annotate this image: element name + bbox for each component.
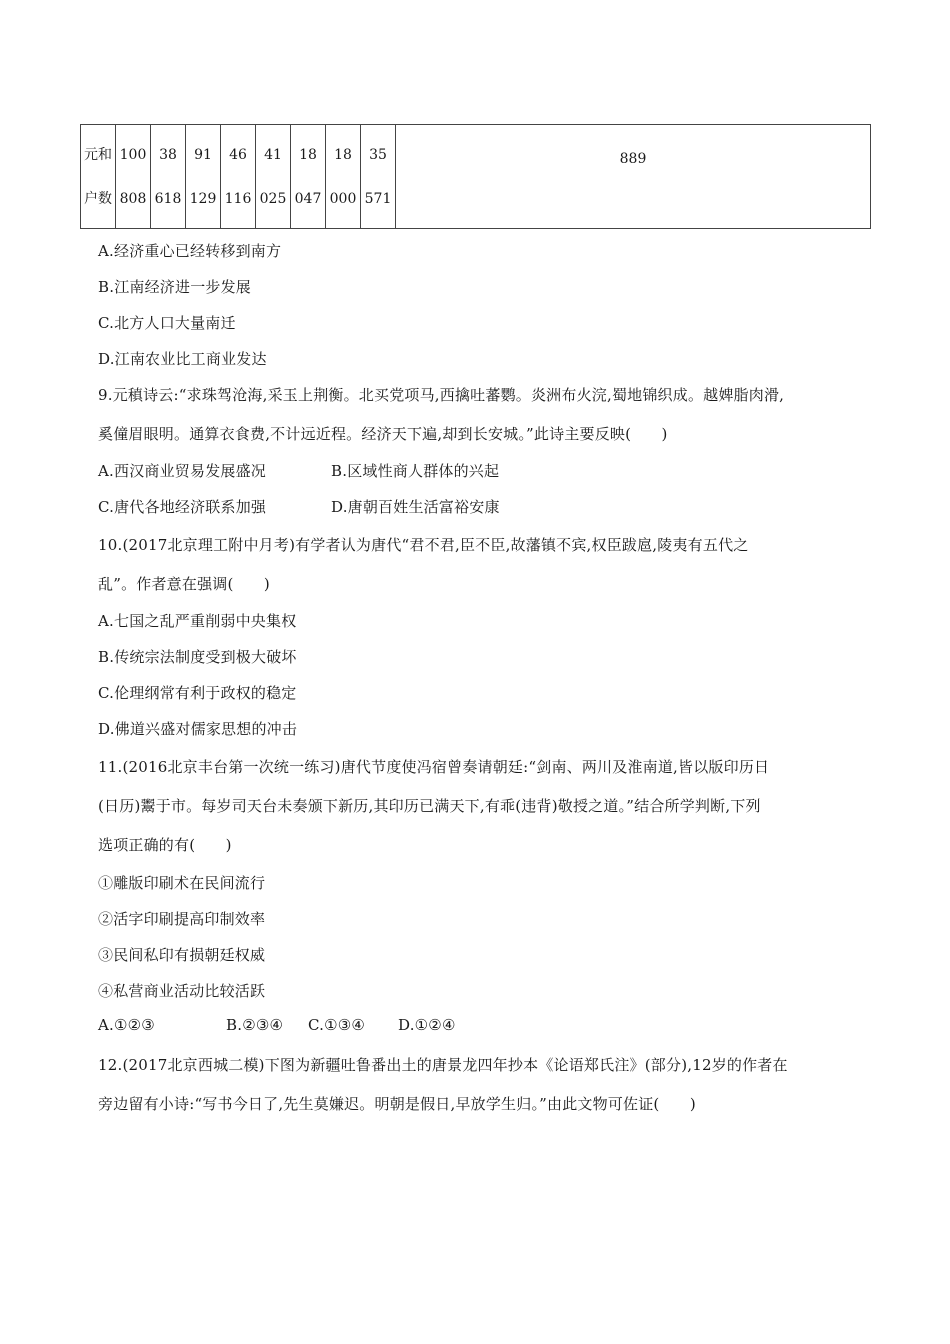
q10-stem-line2: 乱”。作者意在强调( ) (98, 575, 270, 593)
cell-bottom: 618 (154, 190, 182, 207)
q12-stem-line2: 旁边留有小诗:“写书今日了,先生莫嫌迟。明朝是假日,早放学生归。”由此文物可佐证( ) (98, 1095, 696, 1113)
q8-option-c: C.北方人口大量南迁 (98, 314, 236, 332)
cell-top: 91 (194, 146, 212, 163)
table-cell (256, 125, 291, 229)
q11-stem-line1: 11.(2016北京丰台第一次统一练习)唐代节度使冯宿曾奏请朝廷:“剑南、两川及淮南道,皆以版印历日 (98, 758, 770, 776)
cell-top: 38 (159, 146, 177, 163)
q8-option-d: D.江南农业比工商业发达 (98, 350, 267, 368)
q9-stem-line2: 奚僮眉眼明。通算衣食费,不计远近程。经济天下遍,却到长安城。”此诗主要反映( ) (98, 425, 668, 443)
q11-option-b: B.②③④ (226, 1016, 284, 1034)
q11-stem-line3: 选项正确的有( ) (98, 836, 232, 854)
q11-item-4: ④私营商业活动比较活跃 (98, 982, 266, 1000)
table-last-value: 889 (619, 151, 647, 167)
cell-bottom: 047 (294, 190, 322, 207)
q11-option-d: D.①②④ (398, 1016, 456, 1034)
table-cell (221, 125, 256, 229)
table-cell (361, 125, 396, 229)
table-cell (326, 125, 361, 229)
cell-top: 18 (299, 146, 317, 163)
q8-option-a: A.经济重心已经转移到南方 (98, 242, 282, 260)
cell-top: 100 (119, 146, 147, 163)
q10-option-b: B.传统宗法制度受到极大破坏 (98, 648, 297, 666)
cell-bottom: 025 (259, 190, 287, 207)
q8-option-b: B.江南经济进一步发展 (98, 278, 251, 296)
q9-option-d: D.唐朝百姓生活富裕安康 (331, 498, 500, 516)
table-row (81, 125, 871, 229)
q9-option-c: C.唐代各地经济联系加强 (98, 498, 267, 516)
table-label-bottom: 户数 (84, 190, 112, 207)
table-label-top: 元和 (84, 146, 112, 163)
cell-top: 46 (229, 146, 247, 163)
q11-item-2: ②活字印刷提高印制效率 (98, 910, 266, 928)
q10-option-c: C.伦理纲常有利于政权的稳定 (98, 684, 297, 702)
q9-stem-line1: 9.元稹诗云:“求珠驾沧海,采玉上荆衡。北买党项马,西擒吐蕃鹦。炎洲布火浣,蜀地锦织成。越婢脂肉滑, (98, 386, 785, 404)
cell-bottom: 808 (119, 190, 147, 207)
q9-option-b: B.区域性商人群体的兴起 (331, 462, 500, 480)
q11-stem-line2: (日历)鬻于市。每岁司天台未奏颁下新历,其印历已满天下,有乖(违背)敬授之道。”结合所学判断,下列 (98, 797, 761, 815)
cell-bottom: 129 (189, 190, 217, 207)
cell-top: 41 (264, 146, 282, 163)
cell-bottom: 000 (329, 190, 357, 207)
q11-item-1: ①雕版印刷术在民间流行 (98, 874, 266, 892)
cell-bottom: 571 (364, 190, 392, 207)
q9-option-a: A.西汉商业贸易发展盛况 (98, 462, 267, 480)
table-label-cell (81, 125, 116, 229)
cell-top: 18 (334, 146, 352, 163)
table-cell (186, 125, 221, 229)
q10-option-a: A.七国之乱严重削弱中央集权 (98, 612, 297, 630)
table-cell (116, 125, 151, 229)
q11-option-c: C.①③④ (308, 1016, 366, 1034)
household-table (80, 124, 871, 229)
q12-stem-line1: 12.(2017北京西城二模)下图为新疆吐鲁番出土的唐景龙四年抄本《论语郑氏注》(部分),12岁的作者在 (98, 1056, 788, 1074)
cell-bottom: 116 (224, 190, 252, 207)
cell-top: 35 (369, 146, 387, 163)
q11-item-3: ③民间私印有损朝廷权威 (98, 946, 266, 964)
q10-stem-line1: 10.(2017北京理工附中月考)有学者认为唐代“君不君,臣不臣,故藩镇不宾,权臣跋扈,陵夷有五代之 (98, 536, 749, 554)
q10-option-d: D.佛道兴盛对儒家思想的冲击 (98, 720, 298, 738)
q11-option-a: A.①②③ (98, 1016, 155, 1034)
table-last-cell (396, 125, 871, 229)
table-cell (291, 125, 326, 229)
table-cell (151, 125, 186, 229)
